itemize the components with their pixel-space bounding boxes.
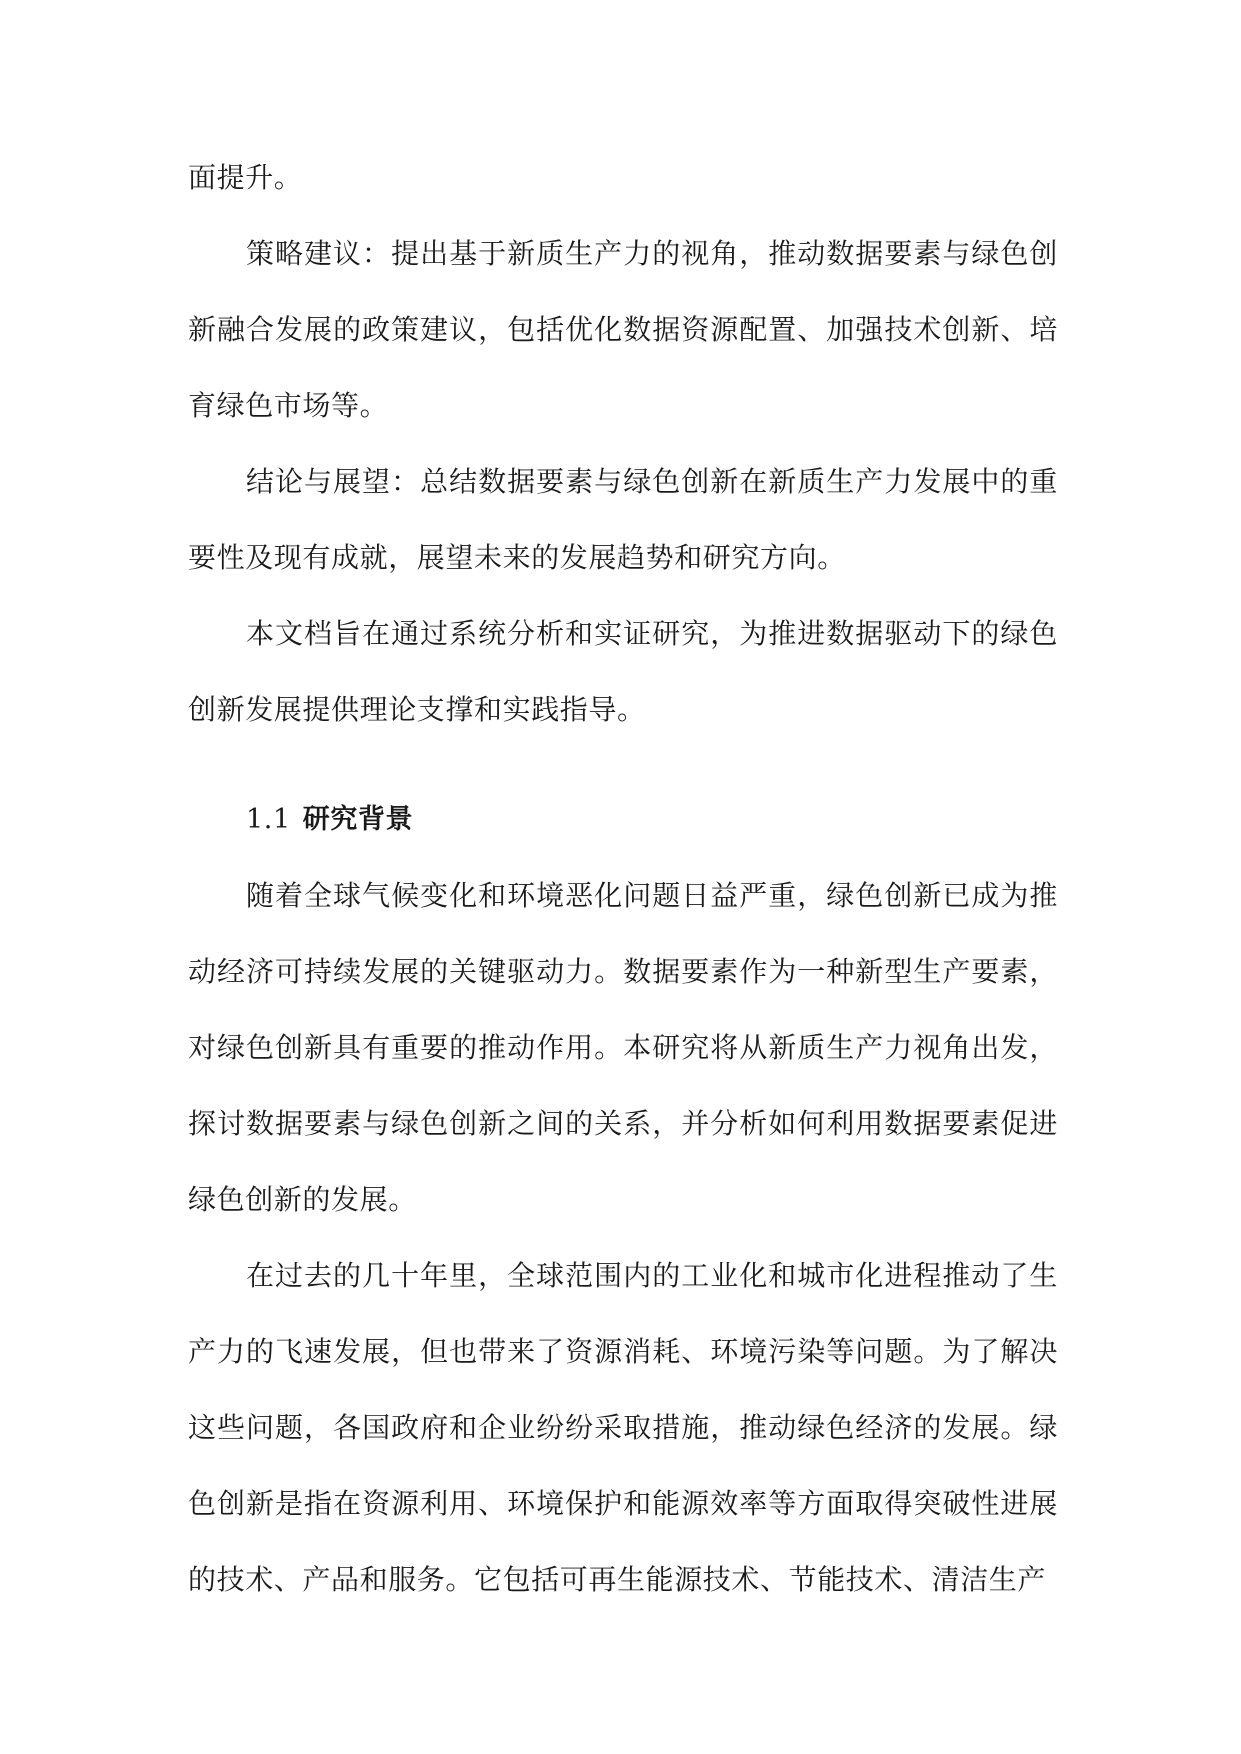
- section-number: 1.1: [246, 804, 291, 835]
- paragraph-background-2: 在过去的几十年里，全球范围内的工业化和城市化进程推动了生产力的飞速发展，但也带来了资源消耗、环境污染等问题。为了解决这些问题，各国政府和企业纷纷采取措施，推动绿色经济的发展。绿色创新是指在资源利用、环境保护和能源效率等方面取得突破性进展的技术、产品和服务。它包括可再生能源技术、节能技术、清洁生产: [188, 1259, 1058, 1596]
- paragraph-conclusion: 结论与展望：总结数据要素与绿色创新在新质生产力发展中的重要性及现有成就，展望未来的发展趋势和研究方向。: [188, 465, 1058, 574]
- paragraph-background-1: 随着全球气候变化和环境恶化问题日益严重，绿色创新已成为推动经济可持续发展的关键驱动力。数据要素作为一种新型生产要素，对绿色创新具有重要的推动作用。本研究将从新质生产力视角出发，探讨数据要素与绿色创新之间的关系，并分析如何利用数据要素促进绿色创新的发展。: [188, 879, 1058, 1216]
- paragraph-purpose: 本文档旨在通过系统分析和实证研究，为推进数据驱动下的绿色创新发展提供理论支撑和实践指导。: [188, 617, 1058, 726]
- paragraph-continuation: 面提升。: [188, 161, 303, 194]
- document-body: [188, 140, 1058, 1618]
- paragraph-strategy: 策略建议：提出基于新质生产力的视角，推动数据要素与绿色创新融合发展的政策建议，包括优化数据资源配置、加强技术创新、培育绿色市场等。: [188, 237, 1058, 422]
- section-heading: [188, 782, 1058, 858]
- section-title: 研究背景: [302, 804, 414, 835]
